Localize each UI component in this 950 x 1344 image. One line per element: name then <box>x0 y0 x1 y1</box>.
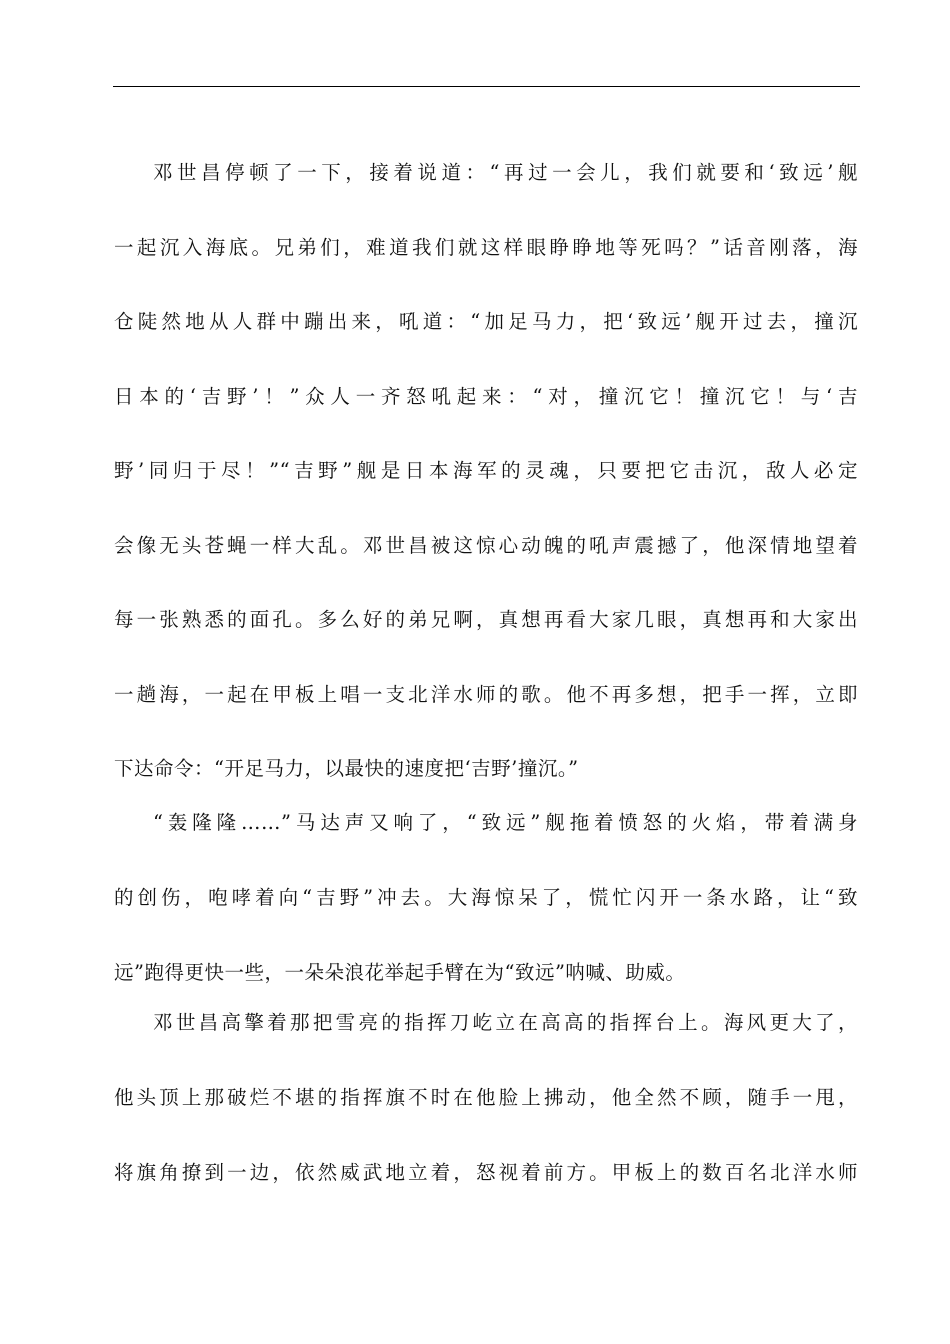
header-rule <box>113 86 860 87</box>
text-line: 他头顶上那破烂不堪的指挥旗不时在他脸上拂动，他全然不顾，随手一甩， <box>114 1086 858 1109</box>
page-body <box>114 150 858 1225</box>
text-line: 的创伤，咆哮着向“吉野”冲去。大海惊呆了，慌忙闪开一条水路，让“致 <box>114 886 858 909</box>
paragraph-2 <box>114 800 858 1000</box>
text-line: 日本的‘吉野’！”众人一齐怒吼起来：“对，撞沉它！撞沉它！与‘吉 <box>114 384 858 408</box>
text-line: 远”跑得更快一些，一朵朵浪花举起手臂在为“致远”呐喊、助威。 <box>114 961 686 984</box>
text-line: 一趟海，一起在甲板上唱一支北洋水师的歌。他不再多想，把手一挥，立即 <box>114 682 858 706</box>
text-line: 下达命令：“开足马力，以最快的速度把‘吉野’撞沉。” <box>114 757 579 780</box>
text-line: 野’同归于尽！”“吉野”舰是日本海军的灵魂，只要把它击沉，敌人必定 <box>114 459 858 482</box>
text-line: 邓世昌高擎着那把雪亮的指挥刀屹立在高高的指挥台上。海风更大了， <box>153 1011 858 1034</box>
text-line: “轰隆隆……”马达声又响了，“致远”舰拖着愤怒的火焰，带着满身 <box>153 811 858 834</box>
text-line: 仓陡然地从人群中蹦出来，吼道：“加足马力，把‘致远’舰开过去，撞沉 <box>114 310 858 333</box>
text-line: 每一张熟悉的面孔。多么好的弟兄啊，真想再看大家几眼，真想再和大家出 <box>114 608 858 631</box>
text-line: 邓世昌停顿了一下，接着说道：“再过一会儿，我们就要和‘致远’舰 <box>153 161 858 184</box>
text-line: 一起沉入海底。兄弟们，难道我们就这样眼睁睁地等死吗？”话音刚落，海 <box>114 235 858 259</box>
text-line: 会像无头苍蝇一样大乱。邓世昌被这惊心动魄的吼声震撼了，他深情地望着 <box>114 533 858 557</box>
paragraph-1 <box>114 150 858 800</box>
text-line: 将旗角撩到一边，依然威武地立着，怒视着前方。甲板上的数百名北洋水师 <box>114 1161 858 1184</box>
paragraph-3 <box>114 1000 858 1225</box>
